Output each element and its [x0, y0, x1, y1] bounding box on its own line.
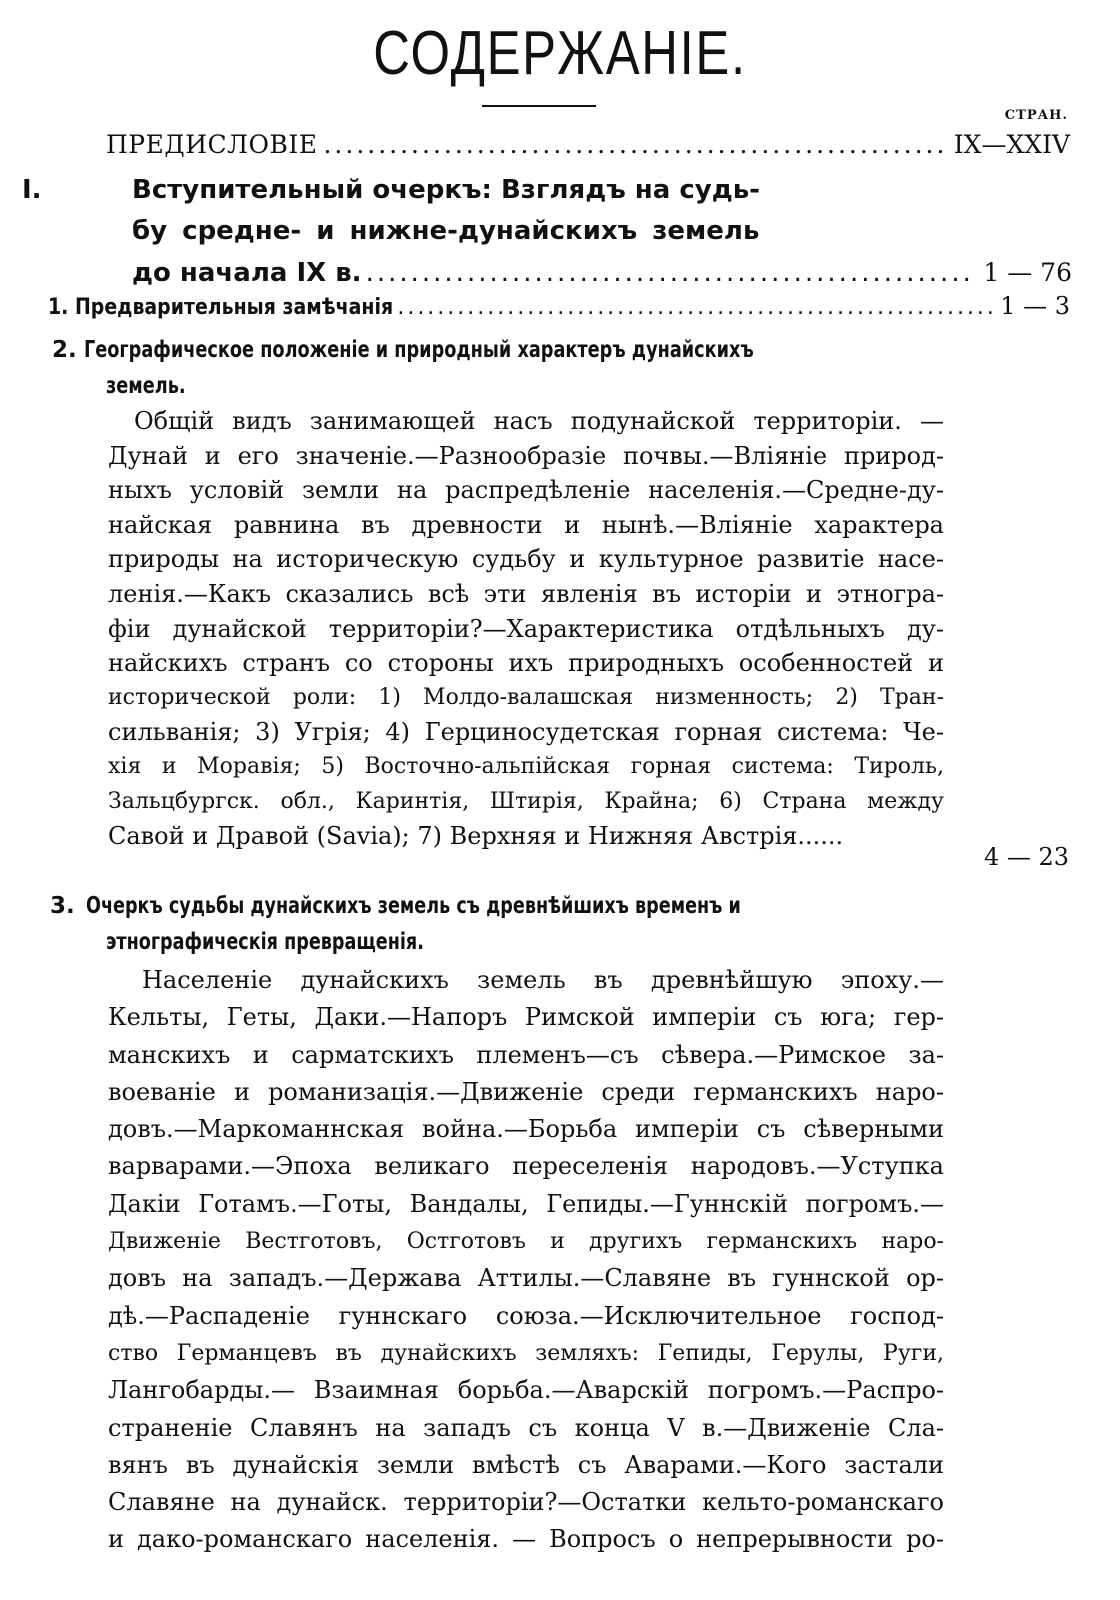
section-2-summary	[108, 404, 944, 854]
summary-line: Славяне на дунайск. территоріи?—Остатки кельто-романскаго	[108, 1488, 944, 1517]
summary-line: Зальцбургск. обл., Каринтія, Штирія, Крайна; 6) Страна между	[108, 788, 944, 814]
summary-line: страненіе Славянъ на западъ съ конца V в.—Движеніе Сла-	[108, 1413, 944, 1442]
summary-line: вянъ въ дунайскія земли вмѣстѣ съ Аварами.—Кого застали	[108, 1450, 944, 1479]
section-3-number: 3.	[50, 893, 75, 919]
section-1-pages: 1 — 3	[1000, 292, 1070, 320]
section-2-number: 2.	[52, 337, 77, 363]
summary-line: довъ.—Маркоманнская война.—Борьба имперіи съ сѣверными	[108, 1115, 944, 1144]
preface-pages: IX—XXIV	[953, 130, 1070, 159]
summary-line: варварами.—Эпоха великаго переселенія народовъ.—Уступка	[108, 1152, 944, 1181]
summary-line: исторической роли: 1) Молдо-валашская низменность; 2) Тран-	[108, 684, 944, 710]
dot-leader	[366, 253, 976, 294]
section-2-title-line[interactable]: земель.	[106, 373, 186, 399]
toc-entry-preface[interactable]	[106, 130, 1070, 159]
summary-line: довъ на западъ.—Держава Аттилы.—Славяне въ гуннской ор-	[108, 1264, 944, 1293]
section-2-title-line[interactable]: Географическое положеніе и природный характеръ дунайскихъ	[84, 337, 754, 363]
summary-line: сильванія; 3) Угрія; 4) Герциносудетская горная система: Че-	[108, 718, 944, 747]
summary-line: найская равнина въ древности и нынѣ.—Вліяніе характера	[108, 510, 944, 539]
summary-line: ныхъ условій земли на распредѣленіе населенія.—Средне-ду-	[108, 476, 944, 505]
summary-line: воеваніе и романизація.—Движеніе среди германскихъ наро-	[108, 1077, 944, 1106]
section-3-title-line[interactable]: Очеркъ судьбы дунайскихъ земель съ древнѣйшихъ временъ и	[86, 893, 741, 919]
summary-line: найскихъ странъ со стороны ихъ природныхъ особенностей и	[108, 649, 944, 678]
title-divider	[482, 105, 596, 107]
chapter-number: I.	[22, 175, 42, 205]
section-1-title-text: Предварительныя замѣчанія	[74, 295, 394, 320]
summary-line: ленія.—Какъ сказались всѣ эти явленія въ исторіи и этногра-	[108, 579, 944, 608]
summary-line: Дунай и его значеніе.—Разнообразіе почвы.—Вліяніе природ-	[108, 441, 944, 470]
summary-line: фіи дунайской территоріи?—Характеристика отдѣльныхъ ду-	[108, 614, 944, 643]
page-title: СОДЕРЖАНІЕ.	[373, 19, 747, 88]
page-column-label: СТРАН.	[1004, 108, 1068, 123]
chapter-title-line: до начала IX в.	[132, 258, 362, 288]
section-1-number: 1.	[48, 295, 69, 320]
chapter-title-line: Вступительный очеркъ: Взглядъ на судь-	[132, 175, 760, 205]
summary-line: Движеніе Вестготовъ, Остготовъ и другихъ германскихъ наро-	[108, 1229, 944, 1255]
summary-line: Лангобарды.— Взаимная борьба.—Аварскій погромъ.—Распро-	[108, 1376, 944, 1405]
chapter-pages: 1 — 76	[983, 258, 1072, 287]
summary-line: дѣ.—Распаденіе гуннскаго союза.—Исключительное господ-	[108, 1301, 944, 1330]
dot-leader	[397, 295, 994, 320]
summary-line: Дакіи Готамъ.—Готы, Вандалы, Гепиды.—Гуннскій погромъ.—	[108, 1189, 944, 1218]
summary-line: Кельты, Геты, Даки.—Напоръ Римской имперіи съ юга; гер-	[108, 1003, 944, 1032]
section-2-pages: 4 — 23	[984, 843, 1070, 871]
summary-line: манскихъ и сарматскихъ племенъ—съ сѣвера.—Римское за-	[108, 1040, 944, 1069]
chapter-title-line: бу средне- и нижне-дунайскихъ земель	[132, 216, 760, 246]
summary-line: природы на историческую судьбу и культурное развитіе насе-	[108, 545, 944, 574]
section-1-title	[48, 295, 393, 320]
summary-line: хія и Моравія; 5) Восточно-альпійская горная система: Тироль,	[108, 753, 944, 779]
summary-line: Общій видъ занимающей насъ подунайской территоріи. —	[134, 407, 944, 435]
section-3-summary	[108, 962, 944, 1559]
toc-section-1[interactable]	[48, 292, 1070, 320]
summary-line: Савой и Дравой (Savia); 7) Верхняя и Нижняя Австрія......	[108, 822, 844, 851]
summary-line: ство Германцевъ въ дунайскихъ земляхъ: Гепиды, Герулы, Руги,	[108, 1340, 944, 1366]
summary-line: и дако-романскаго населенія. — Вопросъ о непрерывности ро-	[108, 1525, 944, 1554]
preface-label: ПРЕДИСЛОВІЕ	[106, 130, 318, 159]
section-3-title-line[interactable]: этнографическія превращенія.	[106, 929, 424, 955]
dot-leader	[323, 130, 947, 159]
summary-line: Населеніе дунайскихъ земель въ древнѣйшую эпоху.—	[142, 966, 944, 994]
